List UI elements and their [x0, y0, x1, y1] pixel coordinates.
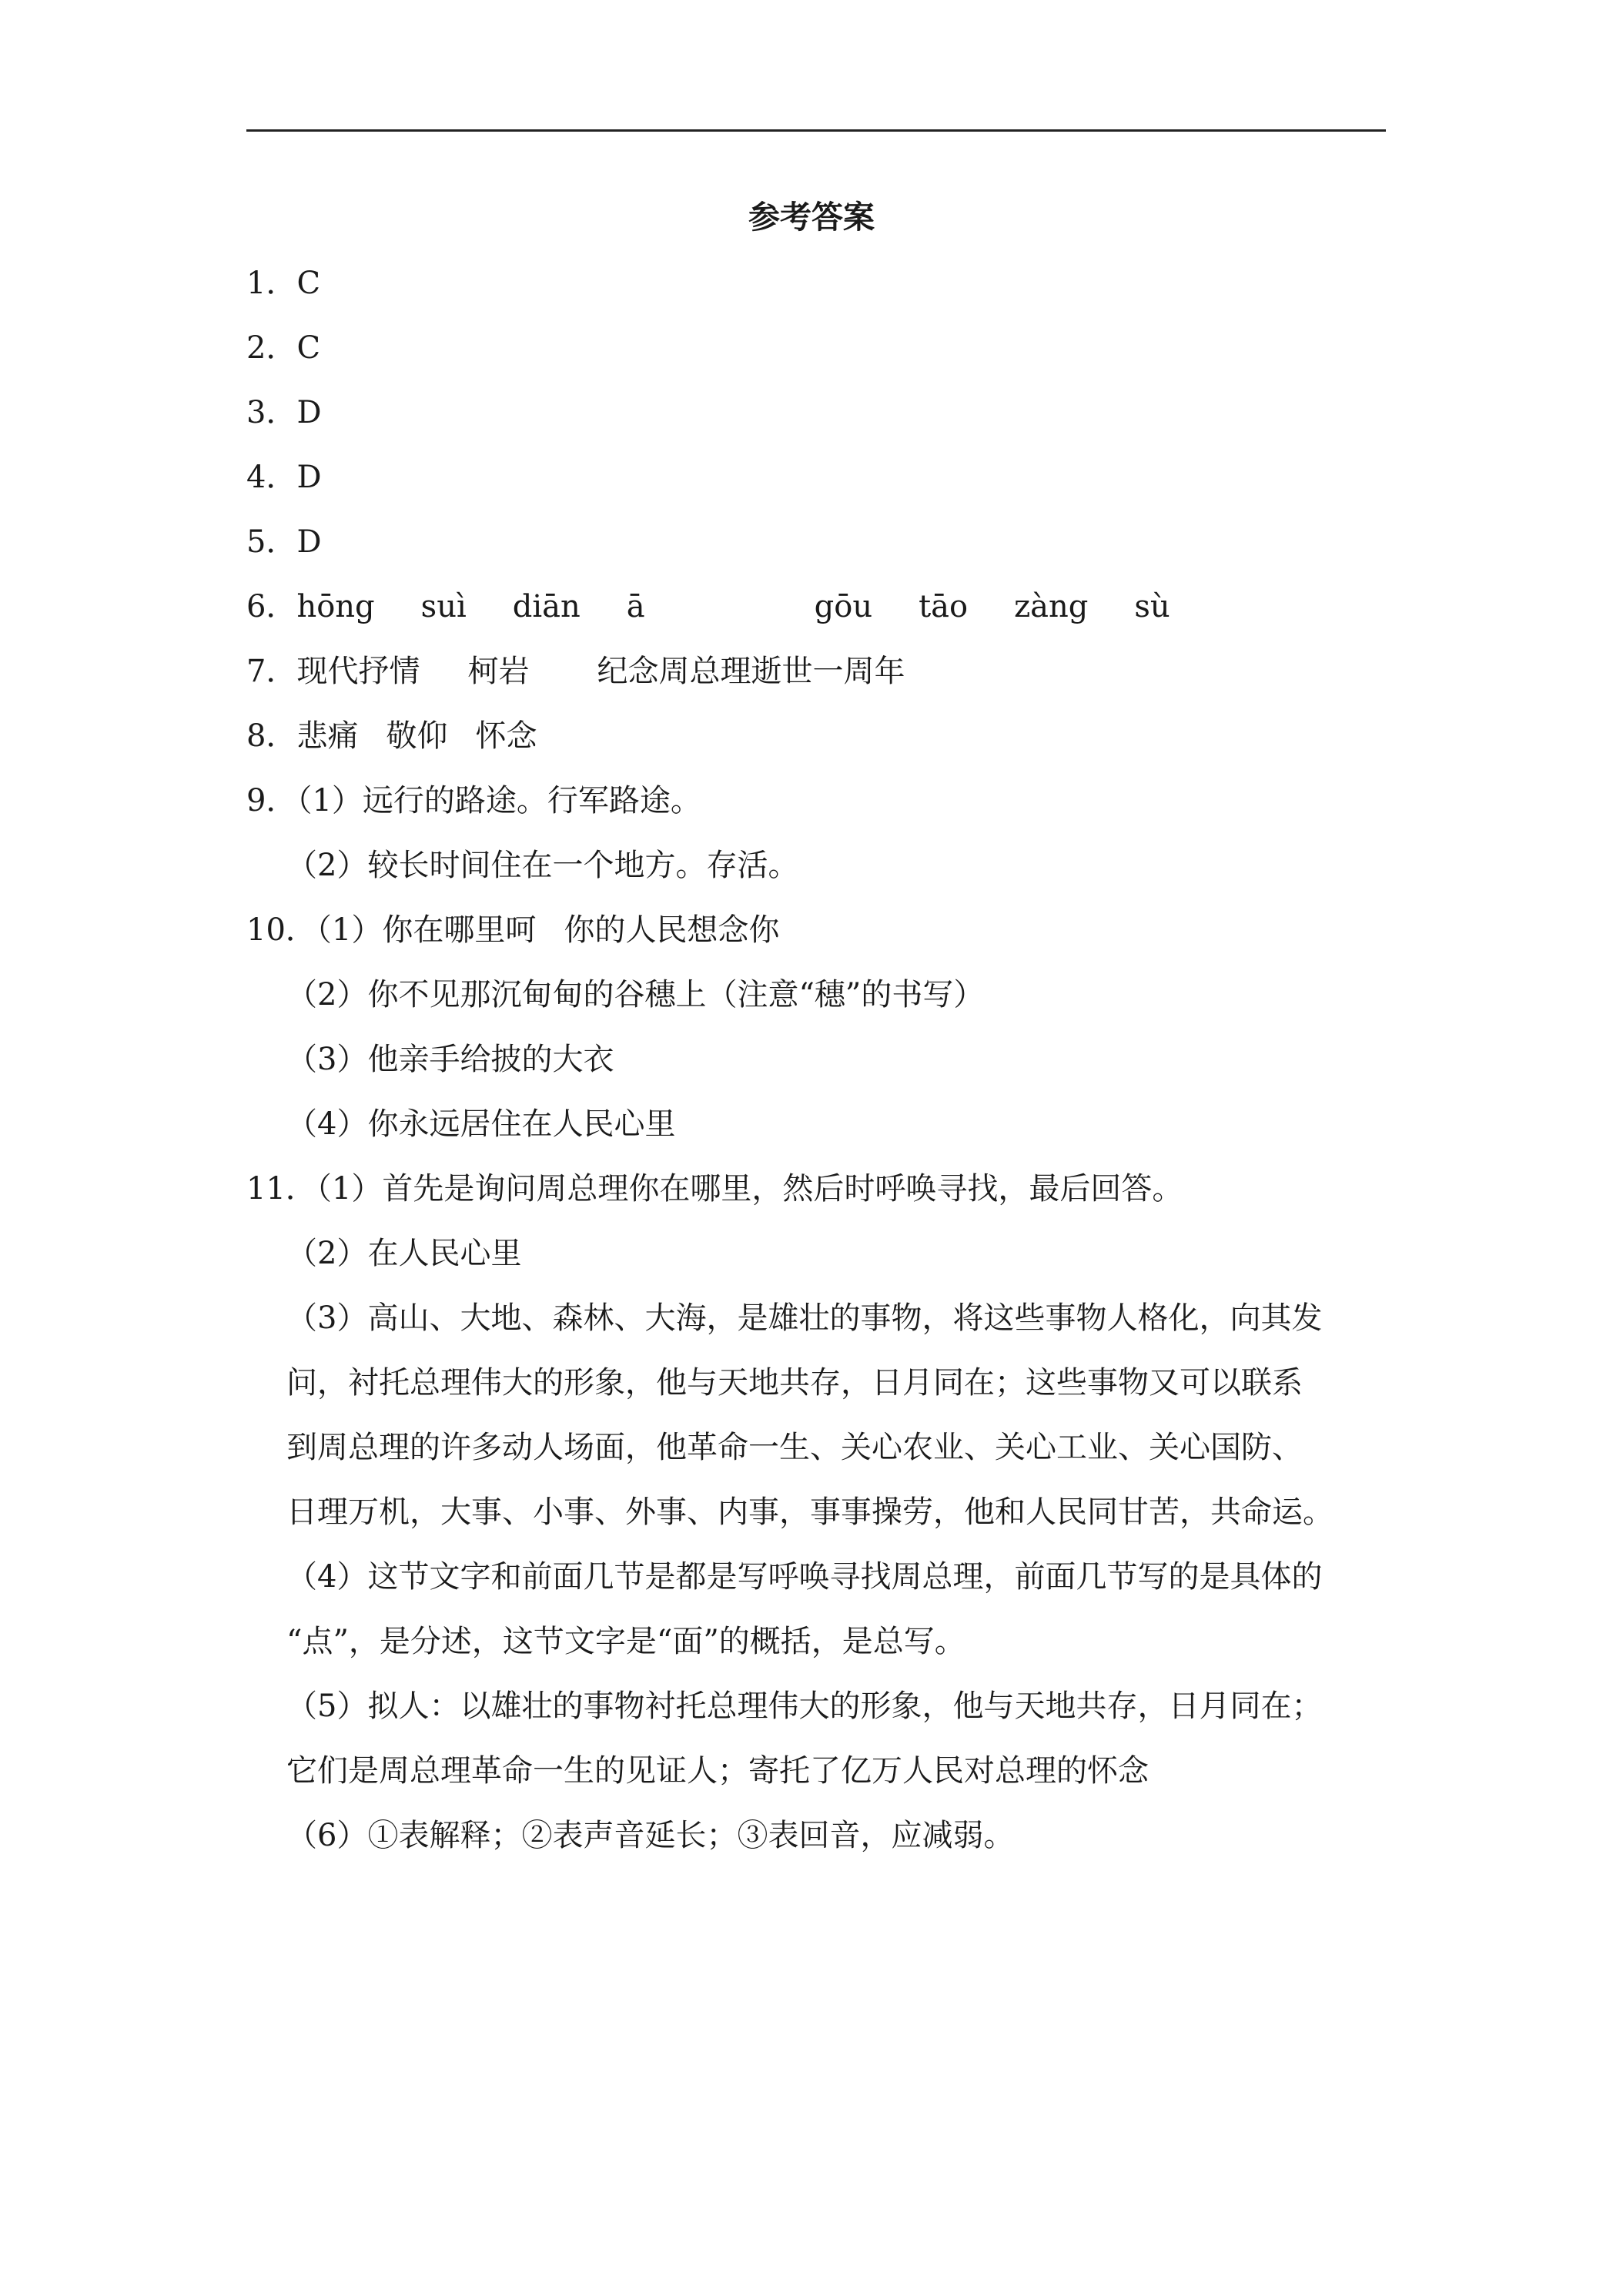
answer-11-line-2: （2）在人民心里	[286, 1236, 522, 1271]
answer-8	[246, 713, 537, 759]
answer-11-line-5: 到周总理的许多动人场面，他革命一生、关心农业、关心工业、关心国防、	[286, 1430, 1303, 1465]
pinyin-6: tāo	[919, 589, 969, 624]
answer-7-purpose: 纪念周总理逝世一周年	[597, 654, 905, 689]
answer-7-genre: 现代抒情	[296, 654, 420, 689]
pinyin-7: zàng	[1014, 589, 1089, 624]
answer-10-line-1	[246, 907, 779, 953]
pinyin-4: ā	[626, 589, 645, 624]
answer-5: 5．D	[246, 524, 322, 560]
answer-11-line-1: 11．（1）首先是询问周总理你在哪里，然后时呼唤寻找，最后回答。	[246, 1171, 1183, 1207]
answer-8-word-2: 敬仰	[386, 718, 448, 754]
answer-8-word-3: 怀念	[475, 718, 537, 754]
answer-9-line-2: （2）较长时间住在一个地方。存活。	[286, 848, 799, 883]
answer-11-line-6: 日理万机，大事、小事、外事、内事，事事操劳，他和人民同甘苦，共命运。	[286, 1494, 1334, 1530]
answer-11-line-8: “点”，是分述，这节文字是“面”的概括，是总写。	[286, 1624, 965, 1659]
answer-11-line-10: 它们是周总理革命一生的见证人；寄托了亿万人民对总理的怀念	[286, 1753, 1149, 1789]
answer-10-1a: 10．（1）你在哪里呵	[246, 912, 537, 948]
page-title: 参考答案	[748, 199, 875, 236]
pinyin-2: suì	[420, 589, 467, 624]
answer-11-line-11: （6）①表解释；②表声音延长；③表回音，应减弱。	[286, 1818, 1015, 1853]
pinyin-1: hōng	[296, 589, 375, 624]
answer-7-number: 7．	[246, 654, 297, 689]
header-rule	[246, 129, 1386, 132]
answer-4: 4．D	[246, 460, 322, 495]
answer-10-line-4: （4）你永远居住在人民心里	[286, 1106, 676, 1142]
answer-11-line-3: （3）高山、大地、森林、大海，是雄壮的事物，将这些事物人格化，向其发	[286, 1300, 1323, 1336]
answer-11-line-7: （4）这节文字和前面几节是都是写呼唤寻找周总理，前面几节写的是具体的	[286, 1559, 1323, 1595]
answer-11-line-4: 问，衬托总理伟大的形象，他与天地共存，日月同在；这些事物又可以联系	[286, 1365, 1303, 1401]
answer-7	[246, 648, 905, 694]
pinyin-8: sù	[1134, 589, 1170, 624]
answer-8-word-1: 悲痛	[296, 718, 359, 754]
answer-6-number: 6．	[246, 589, 297, 624]
answer-10-line-3: （3）他亲手给披的大衣	[286, 1042, 614, 1077]
answer-10-line-2: （2）你不见那沉甸甸的谷穗上（注意“穗”的书写）	[286, 977, 985, 1012]
answer-11-line-9: （5）拟人：以雄壮的事物衬托总理伟大的形象，他与天地共存，日月同在；	[286, 1689, 1323, 1724]
answer-8-number: 8．	[246, 718, 297, 754]
answer-9-line-1: 9．（1）远行的路途。行军路途。	[246, 783, 701, 818]
answer-7-author: 柯岩	[467, 654, 530, 689]
answer-3: 3．D	[246, 395, 322, 430]
pinyin-3: diān	[512, 589, 581, 624]
answer-6	[246, 584, 1170, 630]
answer-2: 2．C	[246, 330, 321, 366]
answer-10-1b: 你的人民想念你	[564, 912, 780, 948]
pinyin-5: gōu	[814, 589, 873, 624]
answer-1: 1．C	[246, 266, 321, 301]
